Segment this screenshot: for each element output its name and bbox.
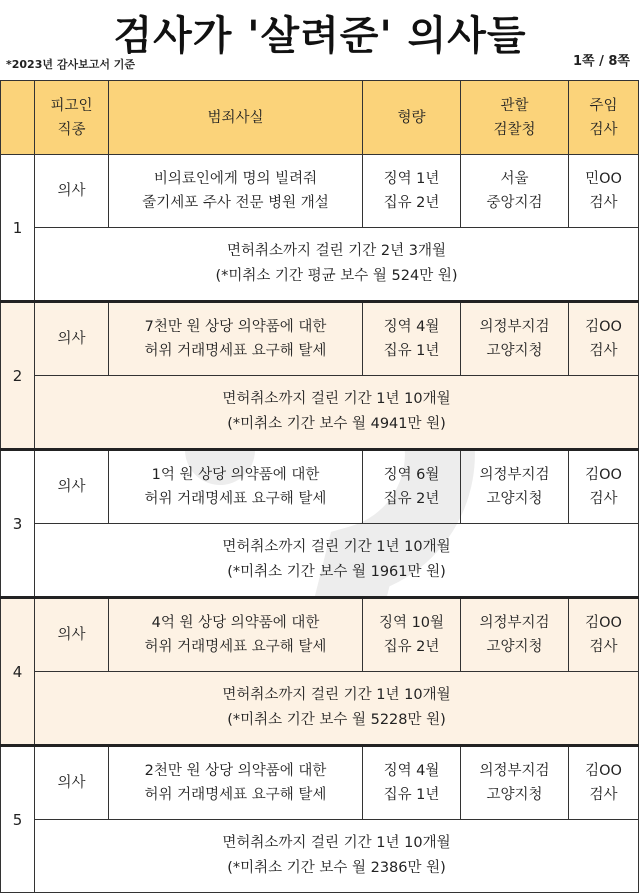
case-detail — [35, 228, 639, 302]
case-occupation: 의사 — [35, 450, 109, 524]
table-row — [1, 450, 639, 524]
case-sentence: 징역 6월 집유 2년 — [363, 450, 461, 524]
case-occupation: 의사 — [35, 746, 109, 820]
case-crime: 1억 원 상당 의약품에 대한 허위 거래명세표 요구해 탈세 — [109, 450, 363, 524]
table-row — [1, 302, 639, 376]
header-number — [1, 81, 35, 155]
case-office: 의정부지검 고양지청 — [461, 598, 569, 672]
table-row-detail — [1, 524, 639, 598]
case-occupation: 의사 — [35, 155, 109, 228]
case-detail — [35, 376, 639, 450]
case-number: 3 — [1, 450, 35, 598]
case-detail — [35, 672, 639, 746]
table-header-row — [1, 81, 639, 155]
table-row — [1, 746, 639, 820]
case-prosecutor: 김OO 검사 — [569, 302, 639, 376]
case-office: 서울 중앙지검 — [461, 155, 569, 228]
header-sentence: 형량 — [363, 81, 461, 155]
case-prosecutor: 민OO 검사 — [569, 155, 639, 228]
table-row-detail — [1, 228, 639, 302]
case-pay: (*미취소 기간 보수 월 2386만 원) — [227, 860, 446, 876]
case-occupation: 의사 — [35, 302, 109, 376]
header-office: 관할 검찰청 — [461, 81, 569, 155]
table-row — [1, 155, 639, 228]
page-indicator: 1쪽 / 8쪽 — [572, 54, 630, 69]
table-row-detail — [1, 376, 639, 450]
header-crime: 범죄사실 — [109, 81, 363, 155]
case-sentence: 징역 10월 집유 2년 — [363, 598, 461, 672]
table-row — [1, 598, 639, 672]
source-note: *2023년 감사보고서 기준 — [6, 58, 136, 71]
case-crime: 2천만 원 상당 의약품에 대한 허위 거래명세표 요구해 탈세 — [109, 746, 363, 820]
case-prosecutor: 김OO 검사 — [569, 746, 639, 820]
case-number: 2 — [1, 302, 35, 450]
case-pay: (*미취소 기간 보수 월 4941만 원) — [227, 416, 446, 432]
case-detail — [35, 524, 639, 598]
case-pay: (*미취소 기간 보수 월 5228만 원) — [227, 712, 446, 728]
case-duration: 면허취소까지 걸린 기간 1년 10개월 — [222, 391, 451, 407]
case-duration: 면허취소까지 걸린 기간 1년 10개월 — [222, 687, 451, 703]
case-sentence: 징역 4월 집유 1년 — [363, 746, 461, 820]
case-pay: (*미취소 기간 평균 보수 월 524만 원) — [215, 268, 458, 284]
case-office: 의정부지검 고양지청 — [461, 746, 569, 820]
case-number: 4 — [1, 598, 35, 746]
page-title: 검사가 '살려준' 의사들 — [113, 13, 527, 59]
case-number: 5 — [1, 746, 35, 893]
case-crime: 4억 원 상당 의약품에 대한 허위 거래명세표 요구해 탈세 — [109, 598, 363, 672]
case-sentence: 징역 1년 집유 2년 — [363, 155, 461, 228]
case-office: 의정부지검 고양지청 — [461, 450, 569, 524]
case-occupation: 의사 — [35, 598, 109, 672]
table-row-detail — [1, 672, 639, 746]
case-table — [0, 80, 639, 893]
case-prosecutor: 김OO 검사 — [569, 598, 639, 672]
case-crime: 7천만 원 상당 의약품에 대한 허위 거래명세표 요구해 탈세 — [109, 302, 363, 376]
case-office: 의정부지검 고양지청 — [461, 302, 569, 376]
case-pay: (*미취소 기간 보수 월 1961만 원) — [227, 564, 446, 580]
case-detail — [35, 820, 639, 893]
case-crime: 비의료인에게 명의 빌려줘 줄기세포 주사 전문 병원 개설 — [109, 155, 363, 228]
case-duration: 면허취소까지 걸린 기간 2년 3개월 — [227, 243, 446, 259]
table-row-detail — [1, 820, 639, 893]
case-number: 1 — [1, 155, 35, 302]
case-duration: 면허취소까지 걸린 기간 1년 10개월 — [222, 539, 451, 555]
case-duration: 면허취소까지 걸린 기간 1년 10개월 — [222, 835, 451, 851]
header-prosecutor: 주임 검사 — [569, 81, 639, 155]
header-occupation: 피고인 직종 — [35, 81, 109, 155]
case-sentence: 징역 4월 집유 1년 — [363, 302, 461, 376]
case-prosecutor: 김OO 검사 — [569, 450, 639, 524]
